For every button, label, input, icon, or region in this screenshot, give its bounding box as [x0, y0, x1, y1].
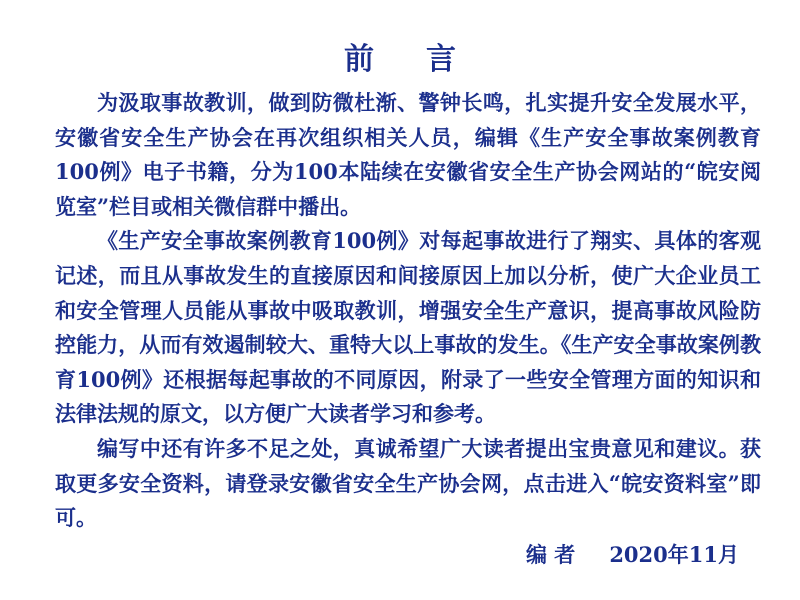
signature-author: 编 者: [526, 542, 576, 567]
page-title: 前言: [344, 42, 508, 77]
signature-date: 2020年11月: [609, 542, 739, 567]
paragraph-3: 编写中还有许多不足之处，真诚希望广大读者提出宝贵意见和建议。获取更多安全资料，请登录安徽省安全生产协会网，点击进入“皖安资料室”即可。: [55, 435, 761, 531]
signature: [526, 538, 739, 572]
paragraph-1: 为汲取事故教训，做到防微杜渐、警钟长鸣，扎实提升安全发展水平，安徽省安全生产协会在再次组织相关人员，编辑《生产安全事故案例教育100例》电子书籍，分为100本陆续在安徽省安全生产协会网站的“皖安阅览室”栏目或相关微信群中播出。: [55, 90, 761, 219]
paragraph-2: 《生产安全事故案例教育100例》对每起事故进行了翔实、具体的客观记述，而且从事故发生的直接原因和间接原因上加以分析，使广大企业员工和安全管理人员能从事故中吸取教训，增强安全生产意识，提高事故风险防控能力，从而有效遏制较大、重特大以上事故的发生。《生产安全事故案例教育100例》还根据每起事故的不同原因，附录了一些安全管理方面的知识和法律法规的原文，以方便广大读者学习和参考。: [55, 228, 761, 427]
preface-body: [55, 86, 761, 536]
